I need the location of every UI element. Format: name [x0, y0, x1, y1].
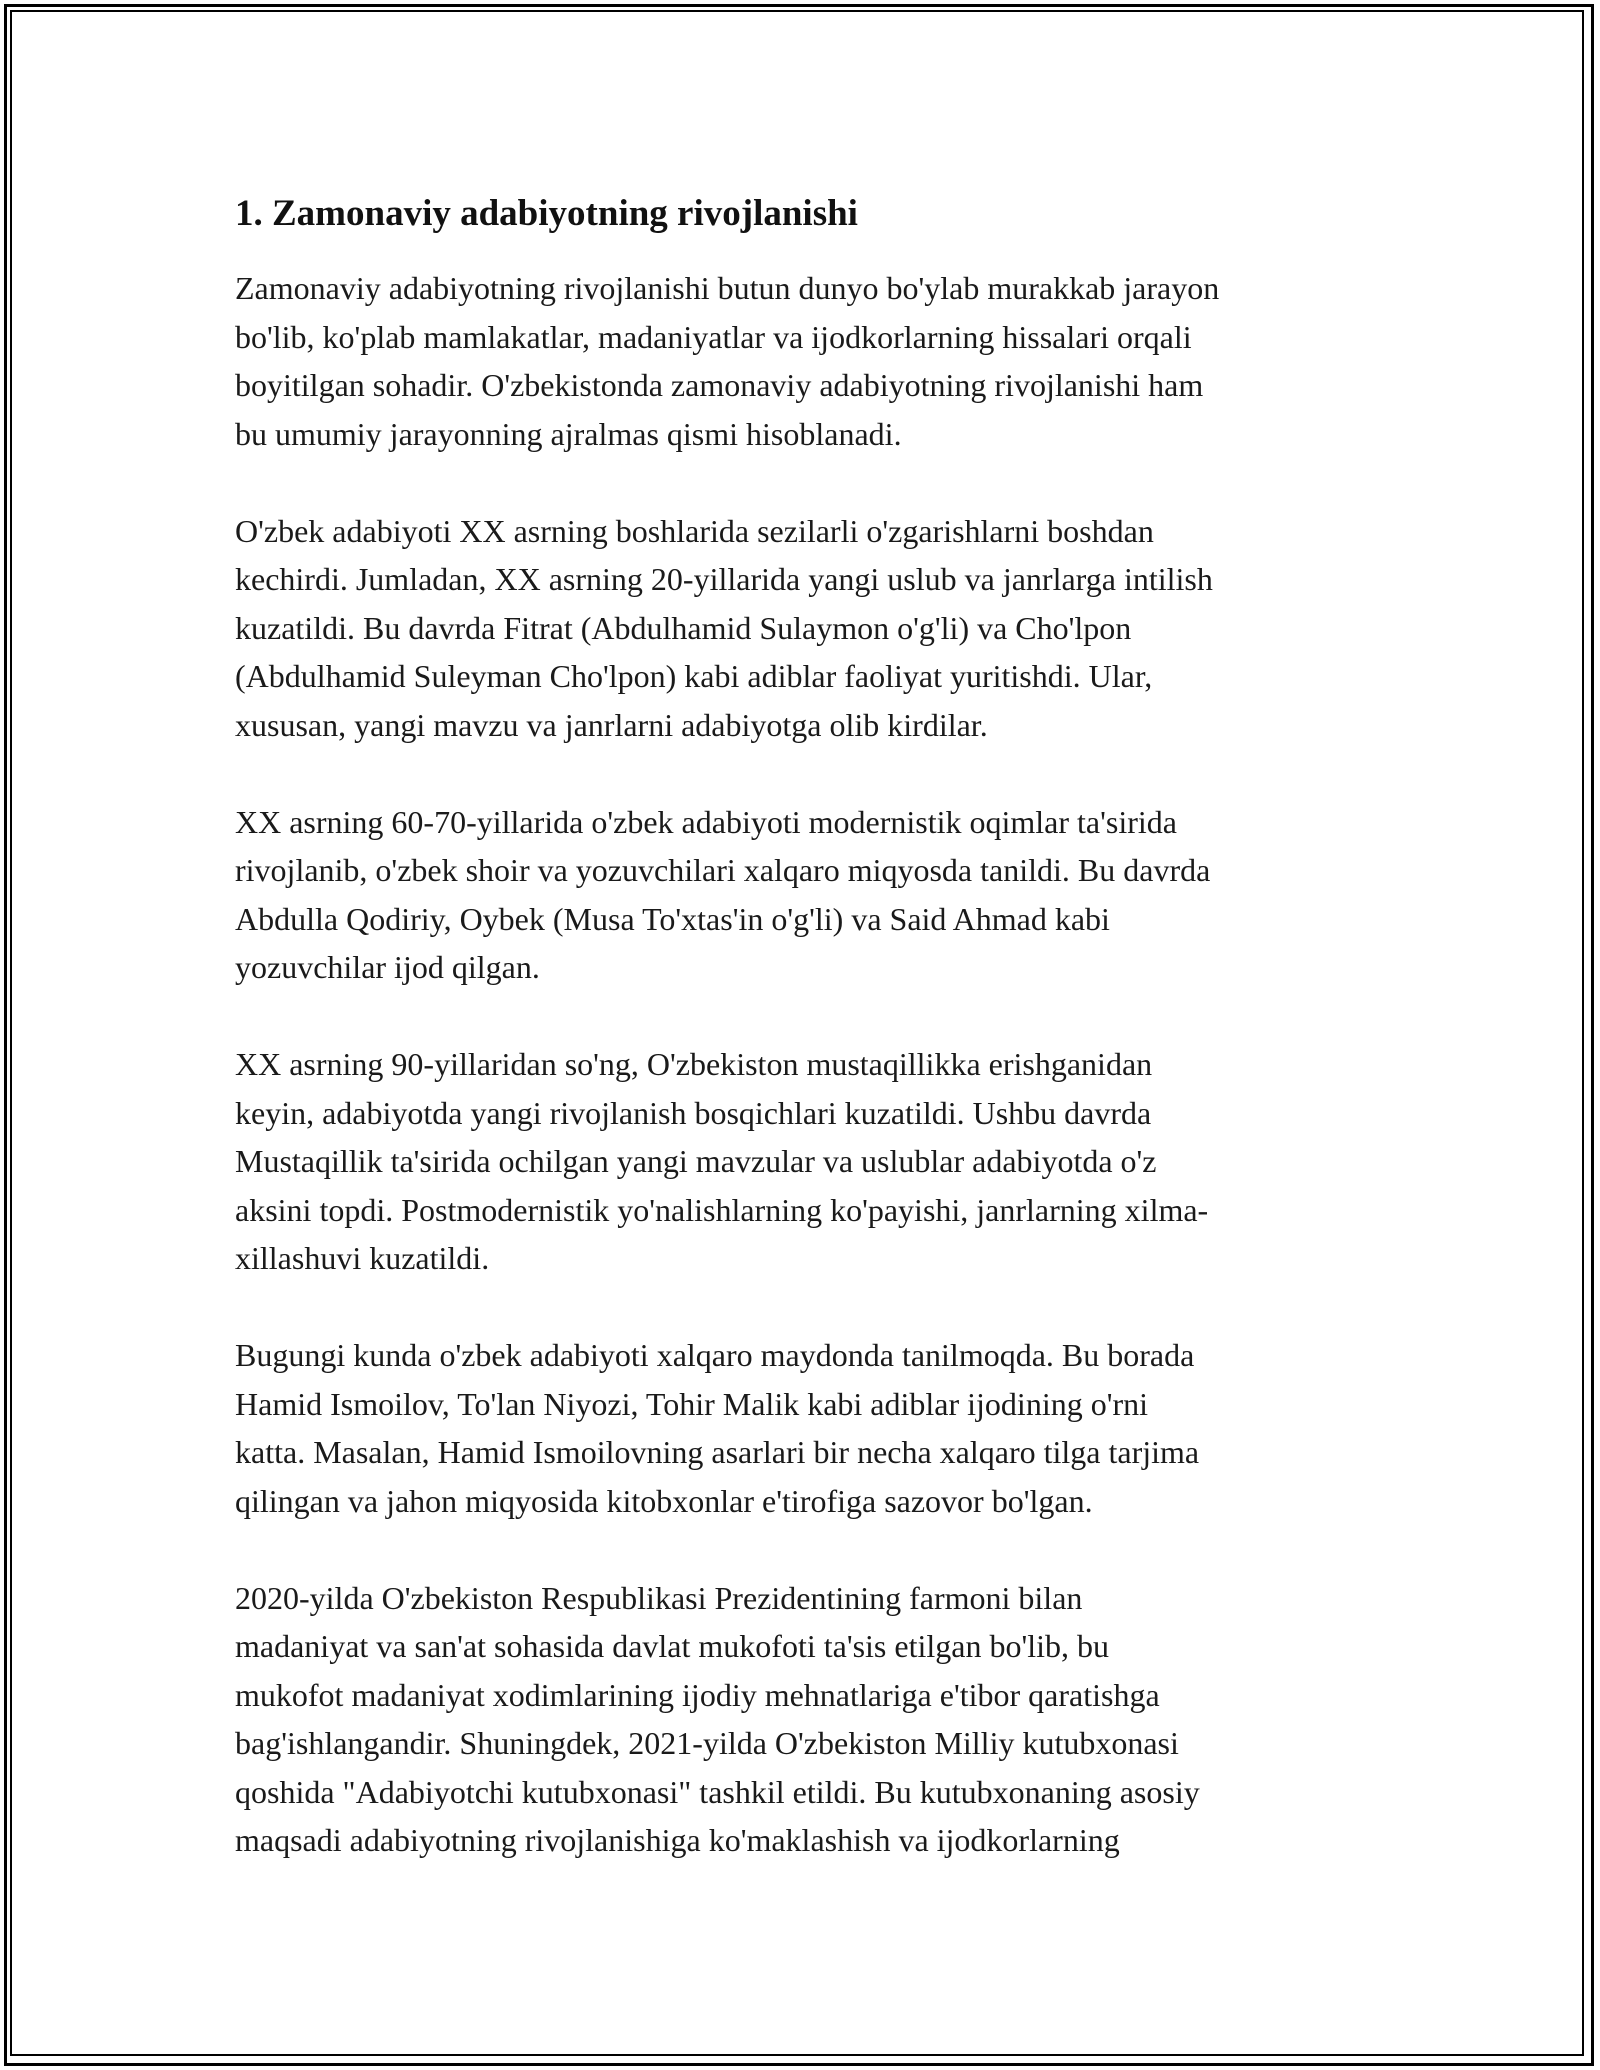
text-line: xususan, yangi mavzu va janrlarni adabiyotga olib kirdilar.: [235, 706, 988, 743]
paragraph: [235, 264, 1375, 458]
text-line: yozuvchilar ijod qilgan.: [235, 949, 540, 985]
text-line: Bugungi kunda o'zbek adabiyoti xalqaro maydonda tanilmoqda. Bu borada: [235, 1337, 1195, 1373]
paragraph: [235, 507, 1375, 750]
text-line: Mustaqillik ta'sirida ochilgan yangi mavzular va uslublar adabiyotda o'z: [235, 1143, 1157, 1179]
text-line: mukofot madaniyat xodimlarining ijodiy mehnatlariga e'tibor qaratishga: [235, 1676, 1160, 1713]
text-line: katta. Masalan, Hamid Ismoilovning asarlari bir necha xalqaro tilga tarjima: [235, 1434, 1200, 1470]
text-line: (Abdulhamid Suleyman Cho'lpon) kabi adiblar faoliyat yuritishdi. Ular,: [235, 658, 1153, 694]
text-line: XX asrning 60-70-yillarida o'zbek adabiyoti modernistik oqimlar ta'sirida: [235, 803, 1177, 840]
text-line: boyitilgan sohadir. O'zbekistonda zamonaviy adabiyotning rivojlanishi ham: [235, 367, 1204, 403]
text-line: keyin, adabiyotda yangi rivojlanish bosqichlari kuzatildi. Ushbu davrda: [235, 1094, 1152, 1131]
text-line: bu umumiy jarayonning ajralmas qismi hisoblanadi.: [235, 415, 902, 452]
text-line: kuzatildi. Bu davrda Fitrat (Abdulhamid Sulaymon o'g'li) va Cho'lpon: [235, 609, 1132, 646]
paragraph: [235, 798, 1375, 992]
text-line: Hamid Ismoilov, To'lan Niyozi, Tohir Malik kabi adiblar ijodining o'rni: [235, 1385, 1149, 1422]
text-line: Zamonaviy adabiyotning rivojlanishi butun dunyo bo'ylab murakkab jarayon: [235, 270, 1220, 306]
text-line: madaniyat va san'at sohasida davlat mukofoti ta'sis etilgan bo'lib, bu: [235, 1628, 1109, 1664]
section-title: 1. Zamonaviy adabiyotning rivojlanishi: [235, 193, 858, 234]
text-line: XX asrning 90-yillaridan so'ng, O'zbekiston mustaqillikka erishganidan: [235, 1046, 1153, 1082]
text-line: qoshida "Adabiyotchi kutubxonasi" tashkil etildi. Bu kutubxonaning asosiy: [235, 1773, 1200, 1810]
text-line: aksini topdi. Postmodernistik yo'nalishlarning ko'payishi, janrlarning xilma-: [235, 1191, 1209, 1228]
document-body: [235, 190, 1375, 1913]
paragraph: [235, 1331, 1375, 1525]
text-line: 2020-yilda O'zbekiston Respublikasi Prezidentining farmoni bilan: [235, 1579, 1083, 1616]
text-line: Abdulla Qodiriy, Oybek (Musa To'xtas'in o'g'li) va Said Ahmad kabi: [235, 900, 1110, 937]
paragraph: [235, 1574, 1375, 1865]
text-line: rivojlanib, o'zbek shoir va yozuvchilari xalqaro miqyosda tanildi. Bu davrda: [235, 852, 1211, 888]
text-line: O'zbek adabiyoti XX asrning boshlarida sezilarli o'zgarishlarni boshdan: [235, 512, 1154, 549]
text-line: kechirdi. Jumladan, XX asrning 20-yillarida yangi uslub va janrlarga intilish: [235, 561, 1213, 597]
text-line: bo'lib, ko'plab mamlakatlar, madaniyatlar va ijodkorlarning hissalari orqali: [235, 318, 1192, 355]
text-line: maqsadi adabiyotning rivojlanishiga ko'maklashish va ijodkorlarning: [235, 1822, 1120, 1858]
text-line: qilingan va jahon miqyosida kitobxonlar e'tirofiga sazovor bo'lgan.: [235, 1482, 1093, 1519]
text-line: xillashuvi kuzatildi.: [235, 1240, 490, 1276]
text-line: bag'ishlangandir. Shuningdek, 2021-yilda O'zbekiston Milliy kutubxonasi: [235, 1725, 1179, 1761]
paragraph: [235, 1040, 1375, 1283]
